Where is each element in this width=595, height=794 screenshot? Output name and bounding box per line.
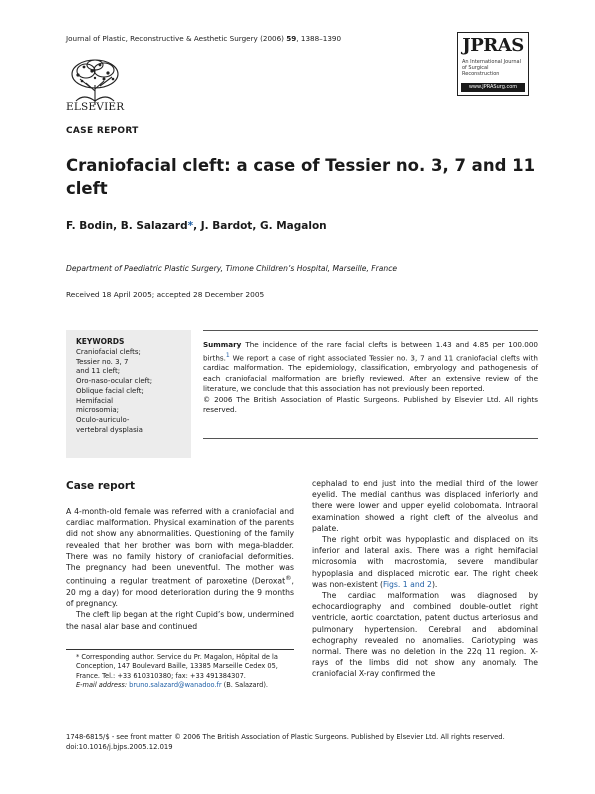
received-dates: Received 18 April 2005; accepted 28 December 2005 bbox=[66, 290, 265, 299]
keyword-item: Tessier no. 3, 7 bbox=[76, 357, 129, 366]
footnote-email bbox=[66, 681, 294, 690]
affiliation: Department of Paediatric Plastic Surgery, Timone Children’s Hospital, Marseille, France bbox=[66, 264, 398, 273]
figure-link[interactable]: Figs. 1 and 2 bbox=[383, 579, 432, 589]
body-paragraph-4 bbox=[312, 534, 538, 590]
body-paragraph-2: The cleft lip began at the right Cupid’s bow, undermined the nasal alar base and continued bbox=[66, 610, 294, 631]
keyword-item: microsomia; bbox=[76, 406, 119, 415]
footer-doi[interactable]: doi:10.1016/j.bjps.2005.12.019 bbox=[66, 743, 173, 752]
body-paragraph-5: The cardiac malformation was diagnosed by echocardiography and combined double-outlet right ventricle, aortic coarctation, patent ductus arteriosus and pulmonary hypertension. Cerebral and abdominal echography revealed no anomalies. Cariotyping was normal. There was no deletion in the 22q 11 region. X-rays of the limbs did not show any anomaly. The craniofacial X-ray confirmed the bbox=[312, 591, 538, 679]
journal-citation bbox=[66, 34, 341, 43]
jpras-logo-subtitle: An International Journal of Surgical Reconstruction bbox=[462, 59, 521, 77]
article-title: Craniofacial cleft: a case of Tessier no. 3, 7 and 11 cleft bbox=[66, 156, 536, 198]
body-column-left bbox=[66, 480, 294, 632]
keyword-item: Hemifacial bbox=[76, 396, 114, 405]
jpras-logo-title: JPRAS bbox=[462, 35, 524, 56]
reference-1-link[interactable]: 1 bbox=[225, 351, 230, 359]
summary-text-a: The incidence of the rare facial clefts is between 1.43 and 4.85 per 100.000 births. bbox=[203, 340, 538, 362]
footnote-mark: * bbox=[76, 653, 80, 661]
authors-rest: , J. Bardot, G. Magalon bbox=[193, 220, 327, 232]
summary-text-b: We report a case of right associated Tessier no. 3, 7 and 11 craniofacial clefts with cardiac malformation. The epidemiology, classification, embryology and pathogenesis of each craniofacial malformation are briefly reviewed. After an extensive review of the literature, we conclude that this association has not previously been reported. bbox=[203, 352, 538, 394]
keyword-item: Oro-naso-ocular cleft; bbox=[76, 377, 153, 386]
body-paragraph-1-text: A 4-month-old female was referred with a craniofacial and cardiac malformation. Physical examination of the parents did not show any abnormalities. Questioning of the family revealed that her brother was born with mega-bladder. There was no family history of craniofacial deformities. The pregnancy had been uneventful. The mother was continuing a regular treatment of paroxetine (Deroxat bbox=[66, 507, 294, 586]
keyword-item: and 11 cleft; bbox=[76, 367, 121, 376]
keywords-box bbox=[66, 330, 191, 458]
email-owner: (B. Salazard). bbox=[221, 681, 269, 690]
body-paragraph-1 bbox=[66, 506, 294, 609]
summary-copyright: © 2006 The British Association of Plastic Surgeons. Published by Elsevier Ltd. All rights reserved. bbox=[203, 394, 538, 415]
registered-mark: ® bbox=[285, 574, 292, 583]
email-link[interactable]: bruno.salazard@wanadoo.fr bbox=[129, 681, 222, 690]
author-list bbox=[66, 220, 327, 232]
journal-pages: , 1388–1390 bbox=[296, 34, 342, 43]
page-footer bbox=[66, 732, 538, 753]
summary-top-rule bbox=[203, 330, 538, 331]
keyword-item: Craniofacial clefts; bbox=[76, 348, 141, 356]
section-label: CASE REPORT bbox=[66, 126, 139, 136]
summary-label: Summary bbox=[203, 340, 242, 349]
summary-body bbox=[203, 340, 538, 395]
summary-abstract bbox=[203, 340, 538, 416]
footer-copyright: 1748-6815/$ - see front matter © 2006 The British Association of Plastic Surgeons. Published by Elsevier Ltd. All rights reserved. bbox=[66, 733, 505, 741]
body-paragraph-4-text-b: ). bbox=[431, 579, 438, 589]
journal-name: Journal of Plastic, Reconstructive & Aesthetic Surgery (2006) bbox=[66, 34, 287, 43]
keyword-item: vertebral dysplasia bbox=[76, 425, 143, 434]
email-label: E-mail address: bbox=[76, 681, 128, 690]
corresponding-author-footnote bbox=[66, 653, 294, 691]
body-paragraph-4-text-a: The right orbit was hypoplastic and displaced on its inferior and lateral axis. There was a right hemifacial microsomia with macrostomia, severe mandibular hypoplasia and displaced microtic ear. The right cheek was non-existent ( bbox=[312, 535, 538, 589]
body-paragraph-3: cephalad to end just into the medial third of the lower eyelid. The medial canthus was displaced inferiorly and there were lower and upper eyelid colobomata. Intraoral examination showed a right cleft of the alveolus and palate. bbox=[312, 479, 538, 533]
jpras-logo-url: www.JPRASurg.com bbox=[461, 83, 525, 92]
footnote-rule bbox=[66, 649, 294, 650]
authors-first: F. Bodin, B. Salazard bbox=[66, 220, 188, 232]
body-paragraph-1-end: , 20 mg a day) for mood deterioration during the 9 months of pregnancy. bbox=[66, 576, 294, 609]
corresponding-author-mark[interactable]: * bbox=[187, 220, 194, 232]
jpras-journal-logo bbox=[457, 32, 529, 96]
footnote-address bbox=[66, 653, 294, 681]
keywords-title: KEYWORDS bbox=[76, 337, 125, 346]
journal-volume: 59 bbox=[286, 34, 297, 43]
keyword-item: Oculo-auriculo- bbox=[76, 415, 130, 424]
keywords-list bbox=[76, 348, 186, 435]
keyword-item: Oblique facial cleft; bbox=[76, 386, 144, 395]
summary-bottom-rule bbox=[203, 438, 538, 439]
body-column-right bbox=[312, 478, 538, 680]
publisher-name: ELSEVIER bbox=[66, 101, 125, 113]
footnote-text: Corresponding author. Service du Pr. Magalon, Hôpital de la Conception, 147 Boulevard Baille, 13385 Marseille Cedex 05, France. Tel.: +33 610310380; fax: +33 491384307. bbox=[76, 653, 278, 680]
section-heading: Case report bbox=[66, 480, 136, 492]
